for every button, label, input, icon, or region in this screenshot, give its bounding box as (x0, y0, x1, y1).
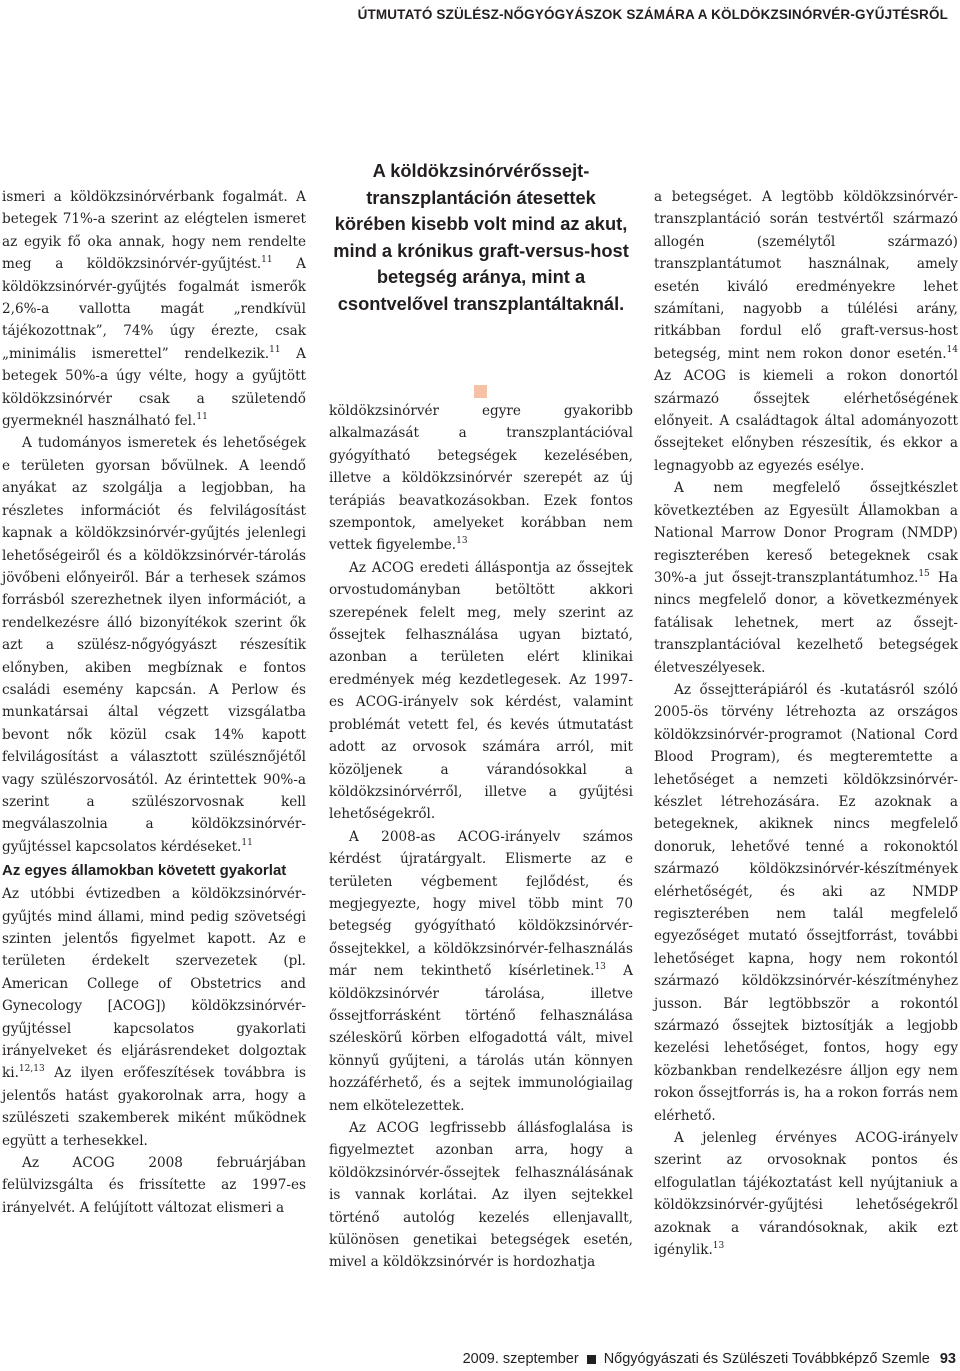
reference: 11 (269, 344, 281, 355)
paragraph: Az ACOG eredeti álláspontja az őssejtek orvostudományban betöltött akkori szerepének felelt meg, mely szerint az őssejtek felhasználása ugyan biztató, azonban a területen elért klinikai eredmények még kezdetlegesek. Az 1997-es ACOG-irányelv sok kérdést, valamint problémát vetett fel, és kevés útmutatást adott az orvosok számára arról, mit közöljenek a várandósokkal a köldökzsinórvérről, illetve a gyűjtési lehetőségekről. (329, 559, 633, 823)
reference: 14 (946, 344, 958, 355)
column-3 (654, 186, 958, 1262)
paragraph: a betegséget. A legtöbb köldökzsinórvér-transzplantáció során testvértől származó allogén (személytől származó) transzplantátumot használnak, amely esetén kiváló eredményekre lehet számítani, nagyobb a túlélési arány, ritkábban fordul elő graft-versus-host betegség, mint nem rokon donor esetén.$^{14}$ Az ACOG is kiemeli a rokon donortól származó őssejtek elérhetőségének előnyeit. A családtagok által adományozott őssejteket előnyben részesítik, és ekkor a legnagyobb az egyezés esélye. (654, 189, 958, 474)
reference: 13 (456, 536, 468, 547)
column-2 (329, 400, 633, 1274)
reference: 11 (241, 837, 253, 848)
reference: 12,13 (18, 1064, 45, 1075)
page-number: 93 (939, 1351, 956, 1367)
paragraph: Az ACOG 2008 februárjában felülvizsgálta és frissítette az 1997-es irányelvét. A felújított változat elismeri a (2, 1155, 306, 1216)
footer-journal: Nőgyógyászati és Szülészeti Továbbképző Szemle (603, 1351, 930, 1367)
section-heading: Az egyes államokban követett gyakorlat (2, 862, 287, 880)
page-footer (463, 1348, 956, 1370)
paragraph: ismeri a köldökzsinórvérbank fogalmát. A betegek 71%-a szerint az elégtelen ismeret az egyik fő oka annak, hogy nem rendelte meg a köldökzsinórvér-gyűjtést.$^{11}$ A köldökzsinórvér-gyűjtés fogalmát ismerők 2,6%-a vallotta magát „rendkívül tájékozottnak”, 74% úgy érezte, csak „minimális ismerettel” rendelkezik.$^{11}$ A betegek 50%-a úgy vélte, hogy a gyűjtött köldökzsinórvér csak a születendő gyermeknél használható fel.$^{11}$ (2, 189, 307, 430)
paragraph: A tudományos ismeretek és lehetőségek e területen gyorsan bővülnek. A leendő anyákat az szolgálja a legjobban, ha részletes információt és felvilágosítást kapnak a köldökzsinórvér-gyűjtés jelenlegi lehetőségeiről és a köldökzsinórvér-tárolás jövőbeni előnyeiről. Bár a terhesek számos forrásból szerezhetnek ilyen információt, a rendelkezésre álló bizonyítékok szerint ők azt a szülész-nőgyógyászt részesítik előnyben, akiben megbíznak e fontos családi esemény kapcsán. A Perlow és munkatársai által végzett vizsgálatba bevont nők közül csak 14% kapott felvilágosítást a választott szülésznőjétől vagy szülészorvosától. Az érintettek 90%-a szerint a szülészorvosnak kell megválaszolnia a köldökzsinórvér-gyűjtéssel kapcsolatos kérdéseket.$^{11}$ (2, 435, 306, 855)
footer-date: 2009. szeptember (462, 1351, 579, 1367)
running-header: ÚTMUTATÓ SZÜLÉSZ-NŐGYÓGYÁSZOK SZÁMÁRA A KÖLDÖKZSINÓRVÉR-GYŰJTÉSRŐL (357, 7, 948, 22)
paragraph: A 2008-as ACOG-irányelv számos kérdést újratárgyalt. Elismerte az e területen végbement fejlődést, és megjegyezte, hogy mivel több mint 70 betegség gyógyítható köldökzsinórvér-őssejtekkel, a köldökzsinórvér-felhasználás már nem tekinthető kísérletinek.$^{13}$ A köldökzsinórvér tárolása, illetve őssejtforrásként történő felhasználása széleskörű körben elfogadottá vált, mivel könnyű gyűjteni, a tárolás után könnyen hozzáférhető, és a sejtek immunológiailag nem elkötelezettek. (329, 828, 634, 1114)
square-bullet-icon (587, 1355, 596, 1364)
pull-quote: A köldökzsinórvérőssejt-transzplantáción átesettek körében kisebb volt mind az akut, mind a krónikus graft-versus-host betegség aránya, mint a csontvelővel transzplantáltaknál. (333, 160, 629, 314)
paragraph: Az utóbbi évtizedben a köldökzsinórvér-gyűjtés mind állami, mind pedig szövetségi szinten jelentős figyelmet kapott. Az e területen érdekelt szervezetek (pl. American College of Obstetrics and Gynecology [ACOG]) köldökzsinórvér-gyűjtéssel kapcsolatos gyakorlati irányelveket és eljárásrendeket dolgoztak ki.$^{12,13}$ Az ilyen erőfeszítések továbbra is jelentős hatást gyakorolnak arra, hogy a szülészeti szakemberek miként működnek együtt a terhesekkel. (2, 886, 306, 1149)
column-1 (2, 186, 306, 1219)
paragraph: A jelenleg érvényes ACOG-irányelv szerint az orvosoknak pontos és elfogulatlan tájékoztatást kell nyújtaniuk a köldökzsinórvér-gyűjtési lehetőségekről azoknak a várandósoknak, akik ezt igénylik.$^{13}$ (654, 1130, 958, 1259)
decorative-square-icon (474, 385, 487, 398)
reference: 11 (196, 412, 208, 423)
reference: 13 (712, 1241, 725, 1252)
reference: 11 (261, 255, 273, 266)
paragraph: Az őssejtterápiáról és -kutatásról szóló 2005-ös törvény létrehozta az országos köldökzsinórvér-programot (National Cord Blood Program), és megteremtette a lehetőséget a nemzeti köldökzsinórvér-készlet létrehozására. Ez azoknak a betegeknek, akiknek nincs megfelelő donoruk, lehetővé tenné a rokonoktól származó köldökzsinórvér-készítmények elérhetőségét, és aki az NMDP regiszterében nem talál megfelelő egyezőséget mutató őssejtforrást, további lehetőséget kapna, hogy nem rokontól származó köldökzsinórvér-készítményhez jusson. Bár legtöbbször a rokontól származó őssejtek biztosítják a legjobb kezelési lehetőséget, fontos, hogy egy közbankban rendelkezésre álljon egy nem rokon őssejtforrás is, ha a rokon forrás nem elérhető. (654, 681, 958, 1124)
reference: 15 (918, 568, 930, 579)
paragraph: Az ACOG legfrissebb állásfoglalása is figyelmeztet azonban arra, hogy a köldökzsinórvér-őssejtek felhasználásának is vannak korlátai. Az ilyen sejtekkel történő autológ kezelés ellenjavallt, különösen genetikai betegségek esetén, mivel a köldökzsinórvér is hordozhatja (329, 1120, 633, 1271)
reference: 13 (594, 962, 606, 973)
paragraph: A nem megfelelő őssejtkészlet következtében az Egyesült Államokban a National Marrow Donor Program (NMDP) regiszterében kereső betegeknek csak 30%-a jut őssejt-transzplantátumhoz.$^{15}$ Ha nincs megfelelő donor, a következmények fatálisak lehetnek, mert az őssejt-transzplantációval kezelhető betegségek életveszélyesek. (654, 480, 958, 676)
paragraph: köldökzsinórvér egyre gyakoribb alkalmazását a transzplantációval gyógyítható betegségek kezelésében, illetve a köldökzsinórvér szerepét az új terápiás beavatkozásokban. Ezek fontos szempontok, amelyeket korábban nem vettek figyelembe.$^{13}$ (329, 403, 633, 554)
